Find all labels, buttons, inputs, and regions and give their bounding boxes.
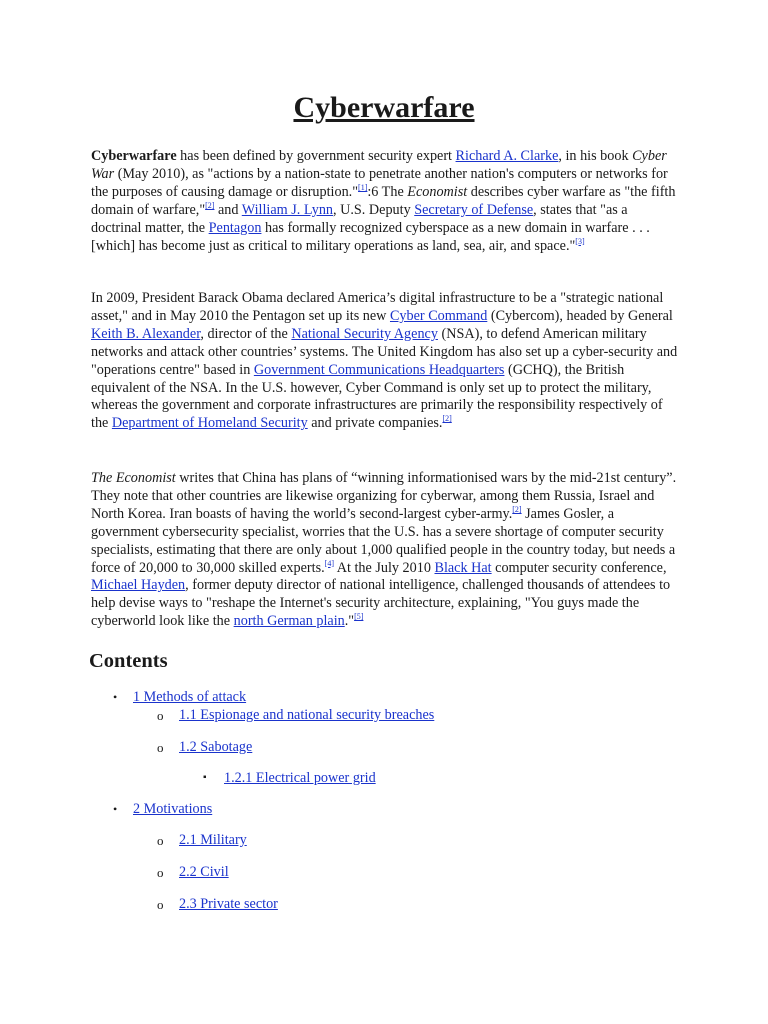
bullet-circle-icon: o (157, 708, 164, 723)
text-run: ." (344, 613, 355, 630)
toc-item-private-sector[interactable]: 2.3 Private sector (179, 896, 278, 912)
text-run: In 2009, President Barack Obama declared America’s digital infrastructure to be a "strategic national asset," and in May 2010 the Pentagon set up its new (91, 290, 664, 324)
link-pentagon[interactable]: Pentagon (208, 219, 262, 236)
link-william-lynn[interactable]: William J. Lynn (241, 201, 334, 218)
text-run: (GCHQ), the British equivalent of the NSA. In the U.S. however, Cyber Command is only set up to protect the military, whereas the government and corporate infrastructures are primarily the responsibility respectively of the (91, 361, 663, 432)
toc-item-methods-of-attack[interactable]: 1 Methods of attack (133, 689, 247, 705)
text-run: :6 The (367, 183, 408, 200)
citation-link[interactable]: [2] (512, 504, 522, 514)
text-run: James Gosler, a government cybersecurity specialist, worries that the U.S. has a severe shortage of computer security specialists, estimating that there are only about 1,000 qualified people in the country today, but needs a force of 20,000 to 30,000 skilled experts. (91, 505, 676, 576)
text-run: , director of the (200, 325, 292, 342)
toc-item-espionage[interactable]: 1.1 Espionage and national security breaches (179, 707, 435, 723)
book-title: Cyber War (91, 148, 667, 182)
text-run: , U.S. Deputy (333, 201, 415, 218)
link-michael-hayden[interactable]: Michael Hayden (91, 577, 186, 594)
citation-link[interactable]: [2] (205, 200, 215, 210)
link-black-hat[interactable]: Black Hat (434, 559, 492, 576)
toc-item-sabotage[interactable]: 1.2 Sabotage (179, 739, 253, 755)
link-cyber-command[interactable]: Cyber Command (389, 307, 488, 324)
text-run: and private companies. (307, 415, 443, 432)
bullet-square-icon: ▪ (203, 772, 207, 783)
publication-name: Economist (407, 183, 468, 200)
text-run: (Cybercom), headed by General (487, 307, 673, 324)
toc-item-military[interactable]: 2.1 Military (179, 832, 247, 848)
bullet-circle-icon: o (157, 865, 164, 880)
text-run: writes that China has plans of “winning informationised wars by the mid-21st century”. They note that other countries are likewise organizing for cyberwar, among them Russia, Israel and North Korea. Iran boasts of having the world’s second-largest cyber-army. (91, 470, 677, 522)
link-secretary-of-defense[interactable]: Secretary of Defense (414, 201, 534, 218)
text-run: , former deputy director of national intelligence, challenged thousands of attendees to help devise ways to "reshape the Internet's security architecture, explaining, "You guys made the cyberworld look like the (91, 577, 671, 630)
bold-term: Cyberwarfare (91, 148, 177, 164)
citation-link[interactable]: [1] (358, 182, 368, 192)
text-run: , in his book (558, 148, 633, 164)
text-run: and (214, 201, 242, 218)
text-run: describes cyber warfare as "the fifth domain of warfare," (91, 183, 676, 218)
toc-item-civil[interactable]: 2.2 Civil (179, 864, 229, 880)
link-keith-alexander[interactable]: Keith B. Alexander (91, 325, 201, 342)
citation-link[interactable]: [2] (442, 414, 452, 424)
text-run: (May 2010), as "actions by a nation-state to penetrate another nation's computers or networks for the purposes of causing damage or disruption." (91, 165, 668, 200)
link-north-german-plain[interactable]: north German plain (233, 613, 345, 630)
intro-paragraph (91, 148, 679, 255)
history-paragraph (91, 290, 679, 433)
bullet-circle-icon: o (157, 740, 164, 755)
text-run: computer security conference, (491, 559, 667, 576)
text-run: has formally recognized cyberspace as a new domain in warfare . . . [which] has become just as critical to military operations as land, sea, air, and space." (91, 219, 650, 254)
citation-link[interactable]: [3] (575, 236, 585, 246)
text-run: (NSA), to defend American military networks and attack other countries’ systems. The United Kingdom has also set up a cyber-security and "operations centre" based in (91, 325, 678, 378)
link-gchq[interactable]: Government Communications Headquarters (253, 361, 505, 378)
text-run: At the July 2010 (333, 559, 435, 576)
bullet-disc-icon: • (113, 802, 118, 816)
bullet-disc-icon: • (113, 690, 118, 704)
link-homeland-security[interactable]: Department of Homeland Security (111, 415, 308, 432)
publication-name: The Economist (91, 470, 176, 486)
link-richard-clarke[interactable]: Richard A. Clarke (455, 148, 559, 164)
economist-paragraph (91, 470, 679, 631)
toc-item-electrical-power-grid[interactable]: 1.2.1 Electrical power grid (224, 770, 376, 786)
link-nsa[interactable]: National Security Agency (291, 325, 438, 342)
citation-link[interactable]: [5] (354, 612, 364, 622)
text-run: has been defined by government security expert (176, 148, 456, 164)
citation-link[interactable]: [4] (324, 558, 334, 568)
contents-heading: Contents (89, 650, 168, 672)
text-run: , states that "as a doctrinal matter, the (91, 201, 628, 236)
page-title: Cyberwarfare (293, 91, 475, 124)
bullet-circle-icon: o (157, 833, 164, 848)
bullet-circle-icon: o (157, 897, 164, 912)
toc-item-motivations[interactable]: 2 Motivations (133, 801, 213, 817)
